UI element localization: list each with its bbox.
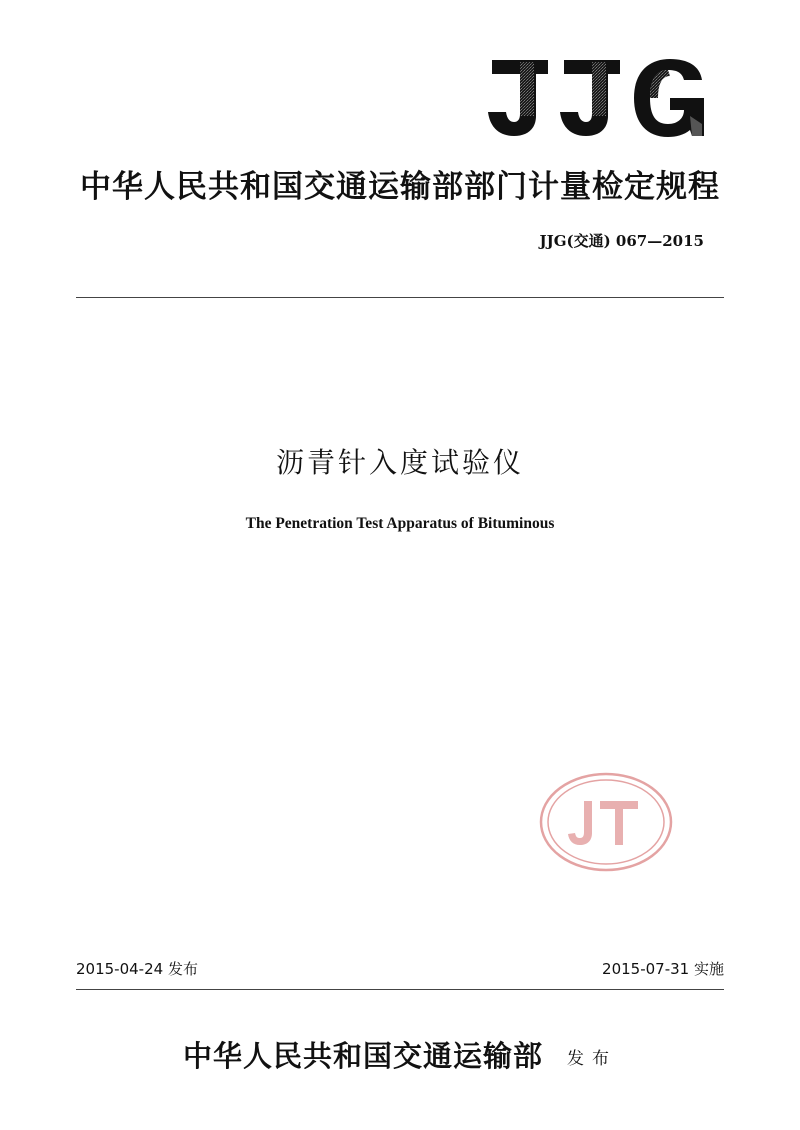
bottom-divider [76, 989, 724, 990]
issuer-suffix: 发布 [567, 1048, 617, 1069]
issue-date: 2015-04-24 发布 [76, 960, 198, 978]
issuer-line [0, 1036, 800, 1076]
top-divider [76, 297, 724, 298]
document-subtitle: The Penetration Test Apparatus of Bituminous [245, 515, 555, 532]
series-title: 中华人民共和国交通运输部部门计量检定规程 [80, 169, 720, 205]
document-title: 沥青针入度试验仪 [275, 446, 524, 479]
jjg-logo [484, 56, 706, 138]
standard-number: JJG(交通) 067—2015 [539, 232, 704, 250]
issuer-name: 中华人民共和国交通运输部 [182, 1039, 543, 1073]
implementation-date: 2015-07-31 实施 [602, 960, 724, 978]
jt-seal-graphic [538, 771, 674, 873]
jjg-logo-graphic [484, 56, 706, 138]
jt-seal [538, 771, 674, 873]
